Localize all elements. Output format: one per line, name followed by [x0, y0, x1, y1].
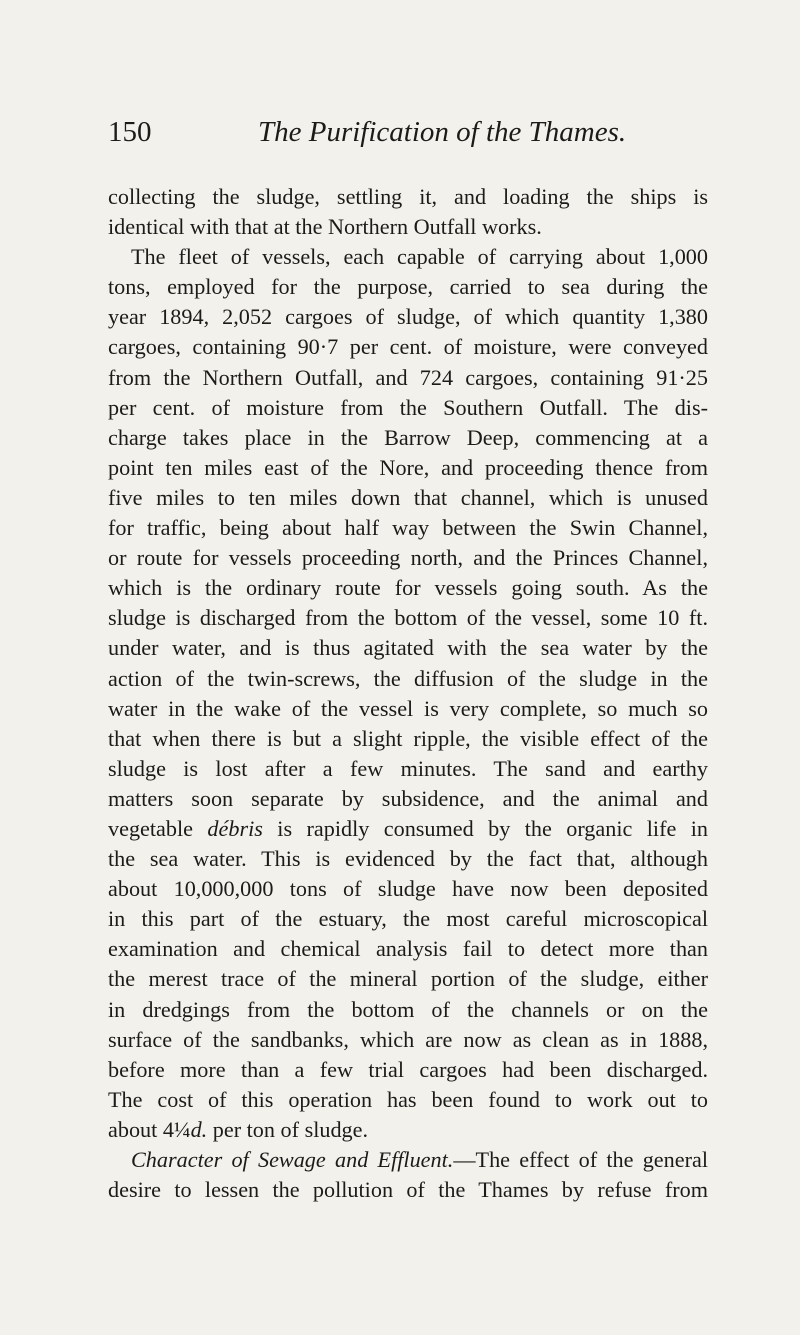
text-run: desire to lessen the pollution of the Thames by refuse from [108, 1177, 708, 1203]
text-run: is rapidly consumed by the organic life in [262, 815, 708, 841]
text-line [108, 633, 708, 663]
text-run: water in the wake of the vessel is very complete, so much so [108, 695, 708, 721]
text-line [108, 694, 708, 724]
text-run: in this part of the estuary, the most careful microscopical [108, 906, 708, 932]
running-head [108, 112, 708, 152]
text-run: collecting the sludge, settling it, and loading the ships is [108, 184, 708, 209]
text-run: charge takes place in the Barrow Deep, commencing at a [108, 424, 708, 450]
text-run: identical with that at the Northern Outfall works. [108, 214, 542, 240]
text-line [108, 182, 708, 212]
italic-text: d. [190, 1116, 208, 1142]
page-number: 150 [108, 116, 152, 148]
text-line [108, 1085, 708, 1115]
text-line [108, 1145, 708, 1175]
text-line [108, 453, 708, 483]
text-run: five miles to ten miles down that channel, which is unused [108, 484, 708, 510]
text-line [108, 302, 708, 332]
text-run: that when there is but a slight ripple, the visible effect of the [108, 725, 708, 751]
text-run: per ton of sludge. [207, 1116, 369, 1142]
text-run: the sea water. This is evidenced by the fact that, although [108, 846, 708, 872]
text-run: year 1894, 2,052 cargoes of sludge, of which quantity 1,380 [108, 304, 708, 330]
text-line [108, 212, 708, 242]
text-line [108, 964, 708, 994]
text-line [108, 603, 708, 633]
text-line [108, 393, 708, 423]
text-run: vegetable [108, 815, 208, 841]
text-line [108, 934, 708, 964]
body-text [108, 182, 708, 1205]
italic-text: Character of Sewage and Effluent. [131, 1147, 454, 1172]
text-run: in dredgings from the bottom of the channels or on the [108, 996, 708, 1022]
text-line [108, 363, 708, 393]
running-title: The Purification of the Thames. [258, 116, 627, 148]
text-line [108, 543, 708, 573]
text-line [108, 242, 708, 272]
text-line [108, 332, 708, 362]
text-run: —The effect of the general [453, 1147, 708, 1172]
text-run: examination and chemical analysis fail to detect more than [108, 936, 708, 962]
text-line [108, 1025, 708, 1055]
text-line [108, 1115, 708, 1145]
text-run: about 10,000,000 tons of sludge have now been deposited [108, 876, 708, 902]
text-run: The cost of this operation has been found to work out to [108, 1086, 708, 1112]
text-run: which is the ordinary route for vessels going south. As the [108, 575, 708, 601]
text-line [108, 995, 708, 1025]
text-run: action of the twin-screws, the diffusion of the sludge in the [108, 665, 708, 691]
text-run: or route for vessels proceeding north, and the Princes Channel, [108, 545, 708, 571]
text-line [108, 483, 708, 513]
text-run: about 4¼ [108, 1116, 191, 1142]
text-line [108, 844, 708, 874]
text-line [108, 573, 708, 603]
text-line [108, 784, 708, 814]
text-run: under water, and is thus agitated with the sea water by the [108, 635, 708, 661]
text-run: tons, employed for the purpose, carried to sea during the [108, 274, 708, 300]
text-line [108, 724, 708, 754]
text-run: The fleet of vessels, each capable of carrying about 1,000 [131, 244, 708, 270]
text-line [108, 754, 708, 784]
italic-text: débris [207, 815, 263, 841]
text-run: from the Northern Outfall, and 724 cargoes, containing 91·25 [108, 364, 708, 390]
text-line [108, 1175, 708, 1205]
text-line [108, 874, 708, 904]
text-run: before more than a few trial cargoes had been discharged. [108, 1056, 708, 1082]
text-run: for traffic, being about half way between the Swin Channel, [108, 515, 708, 541]
text-run: sludge is lost after a few minutes. The sand and earthy [108, 755, 708, 781]
text-run: matters soon separate by subsidence, and the animal and [108, 785, 708, 811]
text-run: per cent. of moisture from the Southern Outfall. The dis- [108, 394, 708, 420]
text-line [108, 664, 708, 694]
text-run: the merest trace of the mineral portion of the sludge, either [108, 966, 708, 992]
text-line [108, 272, 708, 302]
text-line [108, 814, 708, 844]
text-line [108, 1055, 708, 1085]
text-run: point ten miles east of the Nore, and proceeding thence from [108, 454, 708, 480]
text-line [108, 513, 708, 543]
text-run: sludge is discharged from the bottom of the vessel, some 10 ft. [108, 605, 708, 631]
text-line [108, 423, 708, 453]
text-line [108, 904, 708, 934]
text-run: surface of the sandbanks, which are now as clean as in 1888, [108, 1026, 708, 1052]
text-run: cargoes, containing 90·7 per cent. of moisture, were conveyed [108, 334, 708, 360]
